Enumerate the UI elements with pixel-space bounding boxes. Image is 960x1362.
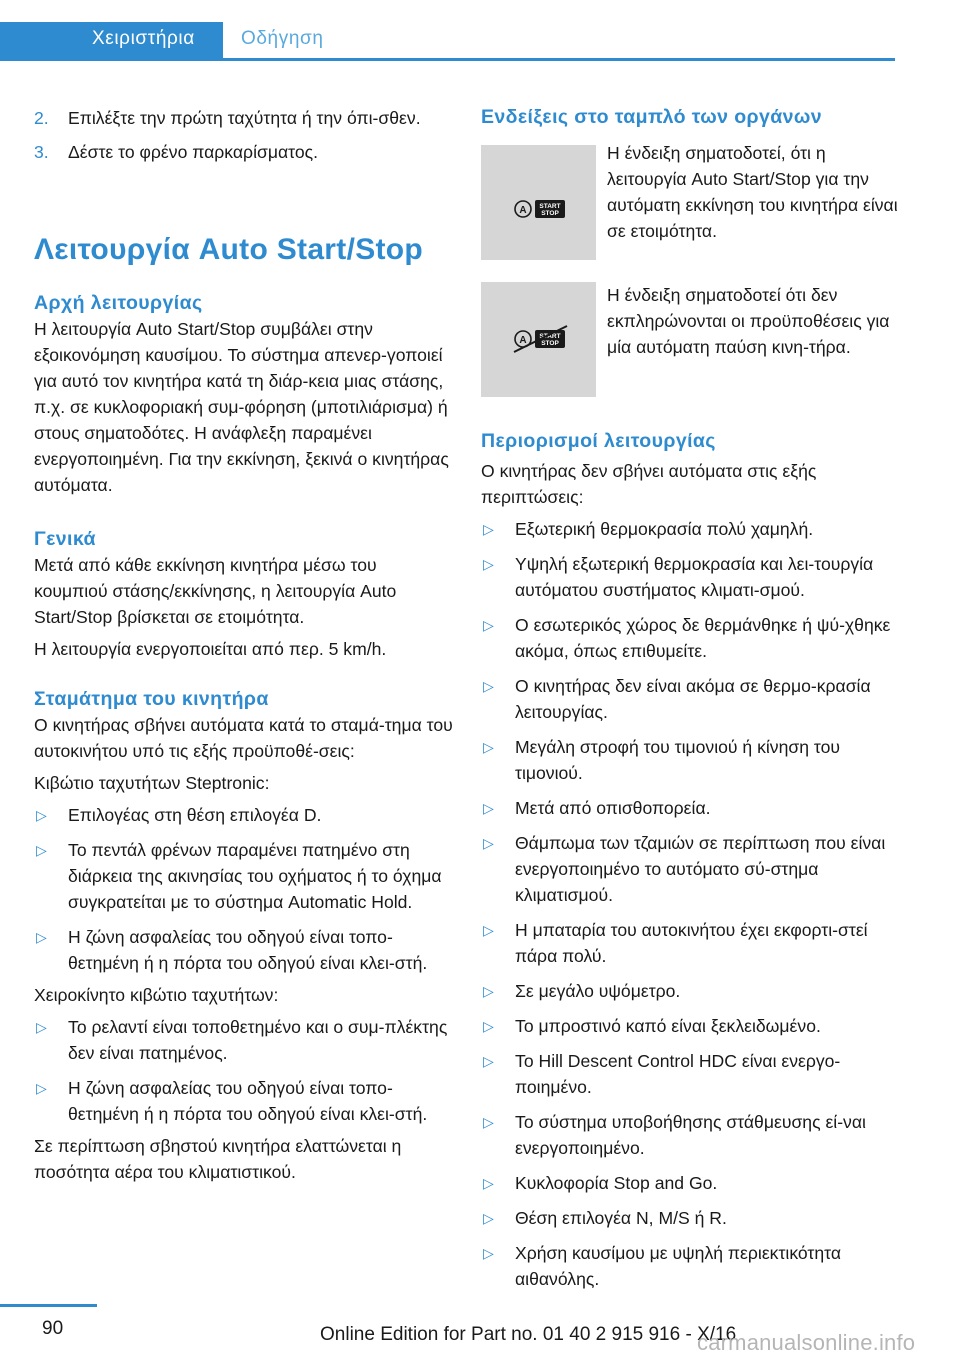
header-rule [0,58,895,61]
list-item-text: Η μπαταρία του αυτοκινήτου έχει εκφορτι-στεί πάρα πολύ. [515,920,868,966]
step-number: 2. [34,108,49,128]
list-item-text: Θέση επιλογέα N, M/S ή R. [515,1208,727,1228]
list-item-text: Το πεντάλ φρένων παραμένει πατημένο στη διάρκεια της ακινησίας του οχήματος ή το όχημα συγκρατείται με το σύστημα Automatic Hold. [68,840,442,912]
list-item [481,917,901,969]
svg-text:STOP: STOP [541,210,559,217]
triangle-bullet-icon: ▷ [36,842,47,858]
limits-list [481,516,901,1292]
triangle-bullet-icon: ▷ [483,1210,494,1226]
list-item [34,837,454,915]
list-item [481,978,901,1004]
section-text-principle: Η λειτουργία Auto Start/Stop συμβάλει στην εξοικονόμηση καυσίμου. Το σύστημα απενερ-γοποιεί για αυτό τον κινητήρα κατά τη διάρ-κεια μιας στάσης, π.χ. σε κυκλοφοριακή συμ-φόρηση (μποτιλιάρισμα) ή στους σηματοδότες. Η ανάφλεξη παραμένει ενεργοποιημένη. Για την εκκίνηση, ξεκινά ο κινητήρας αυτόματα. [34,319,449,495]
triangle-bullet-icon: ▷ [483,556,494,572]
limits-intro: Ο κινητήρας δεν σβήνει αυτόματα στις εξής περιπτώσεις: [481,461,817,507]
manual-label: Χειροκίνητο κιβώτιο ταχυτήτων: [34,985,279,1005]
tab-controls[interactable]: Χειριστήρια [0,22,223,59]
watermark-text: carmanualsonline.info [697,1330,916,1355]
list-item [481,612,901,664]
section-heading-general: Γενικά [34,528,96,550]
triangle-bullet-icon: ▷ [483,983,494,999]
page-header [0,0,960,62]
step-text: Επιλέξτε την πρώτη ταχύτητα ή την όπι-σθεν. [68,108,421,128]
list-item [481,516,901,542]
list-item [34,924,454,976]
list-item [481,551,901,603]
triangle-bullet-icon: ▷ [483,678,494,694]
step-item [34,139,454,165]
list-item-text: Υψηλή εξωτερική θερμοκρασία και λει-τουργία αυτόματου συστήματος κλιματι-σμού. [515,554,874,600]
section-heading-limits: Περιορισμοί λειτουργίας [481,430,716,452]
page-number: 90 [42,1318,64,1339]
list-item-text: Κυκλοφορία Stop and Go. [515,1173,718,1193]
section-text-general-1: Μετά από κάθε εκκίνηση κινητήρα μέσω του κουμπιού στάσης/εκκίνησης, η λειτουργία Auto Start/Stop βρίσκεται σε ετοιμότητα. [34,555,397,627]
triangle-bullet-icon: ▷ [483,922,494,938]
triangle-bullet-icon: ▷ [36,1019,47,1035]
triangle-bullet-icon: ▷ [483,1053,494,1069]
step-number: 3. [34,142,49,162]
svg-text:STOP: STOP [541,340,559,347]
step-text: Δέστε το φρένο παρκαρίσματος. [68,142,318,162]
list-item-text: Το ρελαντί είναι τοποθετημένο και ο συμ-πλέκτης δεν είναι πατημένος. [68,1017,448,1063]
list-item [34,1014,454,1066]
triangle-bullet-icon: ▷ [36,807,47,823]
svg-text:A: A [519,205,527,216]
list-item [481,1013,901,1039]
list-item-text: Η ζώνη ασφαλείας του οδηγού είναι τοπο-θετημένη ή η πόρτα του οδηγού είναι κλει-στή. [68,927,428,973]
triangle-bullet-icon: ▷ [483,1245,494,1261]
engine-stop-intro: Ο κινητήρας σβήνει αυτόματα κατά το σταμά-τημα του αυτοκινήτου υπό τις εξής προϋποθέ-σεις: [34,715,453,761]
list-item [481,1048,901,1100]
triangle-bullet-icon: ▷ [483,1175,494,1191]
list-item [481,1109,901,1161]
list-item-text: Το μπροστινό καπό είναι ξεκλειδωμένο. [515,1016,821,1036]
list-item-text: Χρήση καυσίμου με υψηλή περιεκτικότητα αιθανόλης. [515,1243,842,1289]
list-item-text: Το Hill Descent Control HDC είναι ενεργο-ποιημένο. [515,1051,841,1097]
engine-stop-closing: Σε περίπτωση σβηστού κινητήρα ελαττώνεται η ποσότητα αέρα του κλιματιστικού. [34,1136,402,1182]
steptronic-label: Κιβώτιο ταχυτήτων Steptronic: [34,773,270,793]
indicator-label: START [539,203,561,210]
section-heading-principle: Αρχή λειτουργίας [34,292,203,314]
list-item-text: Η ζώνη ασφαλείας του οδηγού είναι τοπο-θετημένη ή η πόρτα του οδηγού είναι κλει-στή. [68,1078,428,1124]
start-stop-unavailable-icon [481,282,596,397]
list-item-text: Μετά από οπισθοπορεία. [515,798,711,818]
start-stop-indicator-icon [481,145,596,260]
list-item-text: Ο κινητήρας δεν είναι ακόμα σε θερμο-κρασία λειτουργίας. [515,676,871,722]
list-item-text: Εξωτερική θερμοκρασία πολύ χαμηλή. [515,519,814,539]
edition-text: Online Edition for Part no. 01 40 2 915 916 - X/16 [320,1324,737,1345]
triangle-bullet-icon: ▷ [36,929,47,945]
list-item [481,673,901,725]
list-item [481,1205,901,1231]
list-item-text: Μεγάλη στροφή του τιμονιού ή κίνηση του τιμονιού. [515,737,840,783]
triangle-bullet-icon: ▷ [483,835,494,851]
section-text-general-2: Η λειτουργία ενεργοποιείται από περ. 5 km/h. [34,639,387,659]
svg-text:A: A [519,335,527,346]
list-item-text: Θάμπωμα των τζαμιών σε περίπτωση που είναι ενεργοποιημένο το αυτόματο σύ-στημα κλιματισμού. [515,833,886,905]
section-heading-indicators: Ενδείξεις στο ταμπλό των οργάνων [481,106,822,128]
list-item [481,734,901,786]
list-item-text: Επιλογέας στη θέση επιλογέα D. [68,805,322,825]
triangle-bullet-icon: ▷ [483,1018,494,1034]
triangle-bullet-icon: ▷ [483,739,494,755]
list-item [34,802,454,828]
svg-text:START: START [539,333,561,340]
list-item [481,795,901,821]
triangle-bullet-icon: ▷ [483,521,494,537]
list-item [481,1170,901,1196]
list-item [481,830,901,908]
page-title: Λειτουργία Auto Start/Stop [34,233,424,266]
indicator-description: Η ένδειξη σηματοδοτεί ότι δεν εκπληρώνονται οι προϋποθέσεις για μία αυτόματη παύση κινη-τήρα. [607,285,890,357]
section-heading-engine-stop: Σταμάτημα του κινητήρα [34,688,269,710]
list-item-text: Το σύστημα υποβοήθησης στάθμευσης εί-ναι ενεργοποιημένο. [515,1112,866,1158]
list-item [34,1075,454,1127]
indicator-description: Η ένδειξη σηματοδοτεί, ότι η λειτουργία Auto Start/Stop για την αυτόματη εκκίνηση του κινητήρα είναι σε ετοιμότητα. [607,143,898,241]
indicator-row [481,140,901,282]
triangle-bullet-icon: ▷ [483,617,494,633]
triangle-bullet-icon: ▷ [36,1080,47,1096]
step-item [34,105,454,131]
list-item-text: Σε μεγάλο υψόμετρο. [515,981,681,1001]
tab-driving[interactable]: Οδήγηση [241,28,324,49]
footer-rule [0,1304,97,1307]
triangle-bullet-icon: ▷ [483,1114,494,1130]
triangle-bullet-icon: ▷ [483,800,494,816]
indicator-row [481,282,901,412]
list-item-text: Ο εσωτερικός χώρος δε θερμάνθηκε ή ψύ-χθηκε ακόμα, όπως επιθυμείτε. [515,615,891,661]
list-item [481,1240,901,1292]
